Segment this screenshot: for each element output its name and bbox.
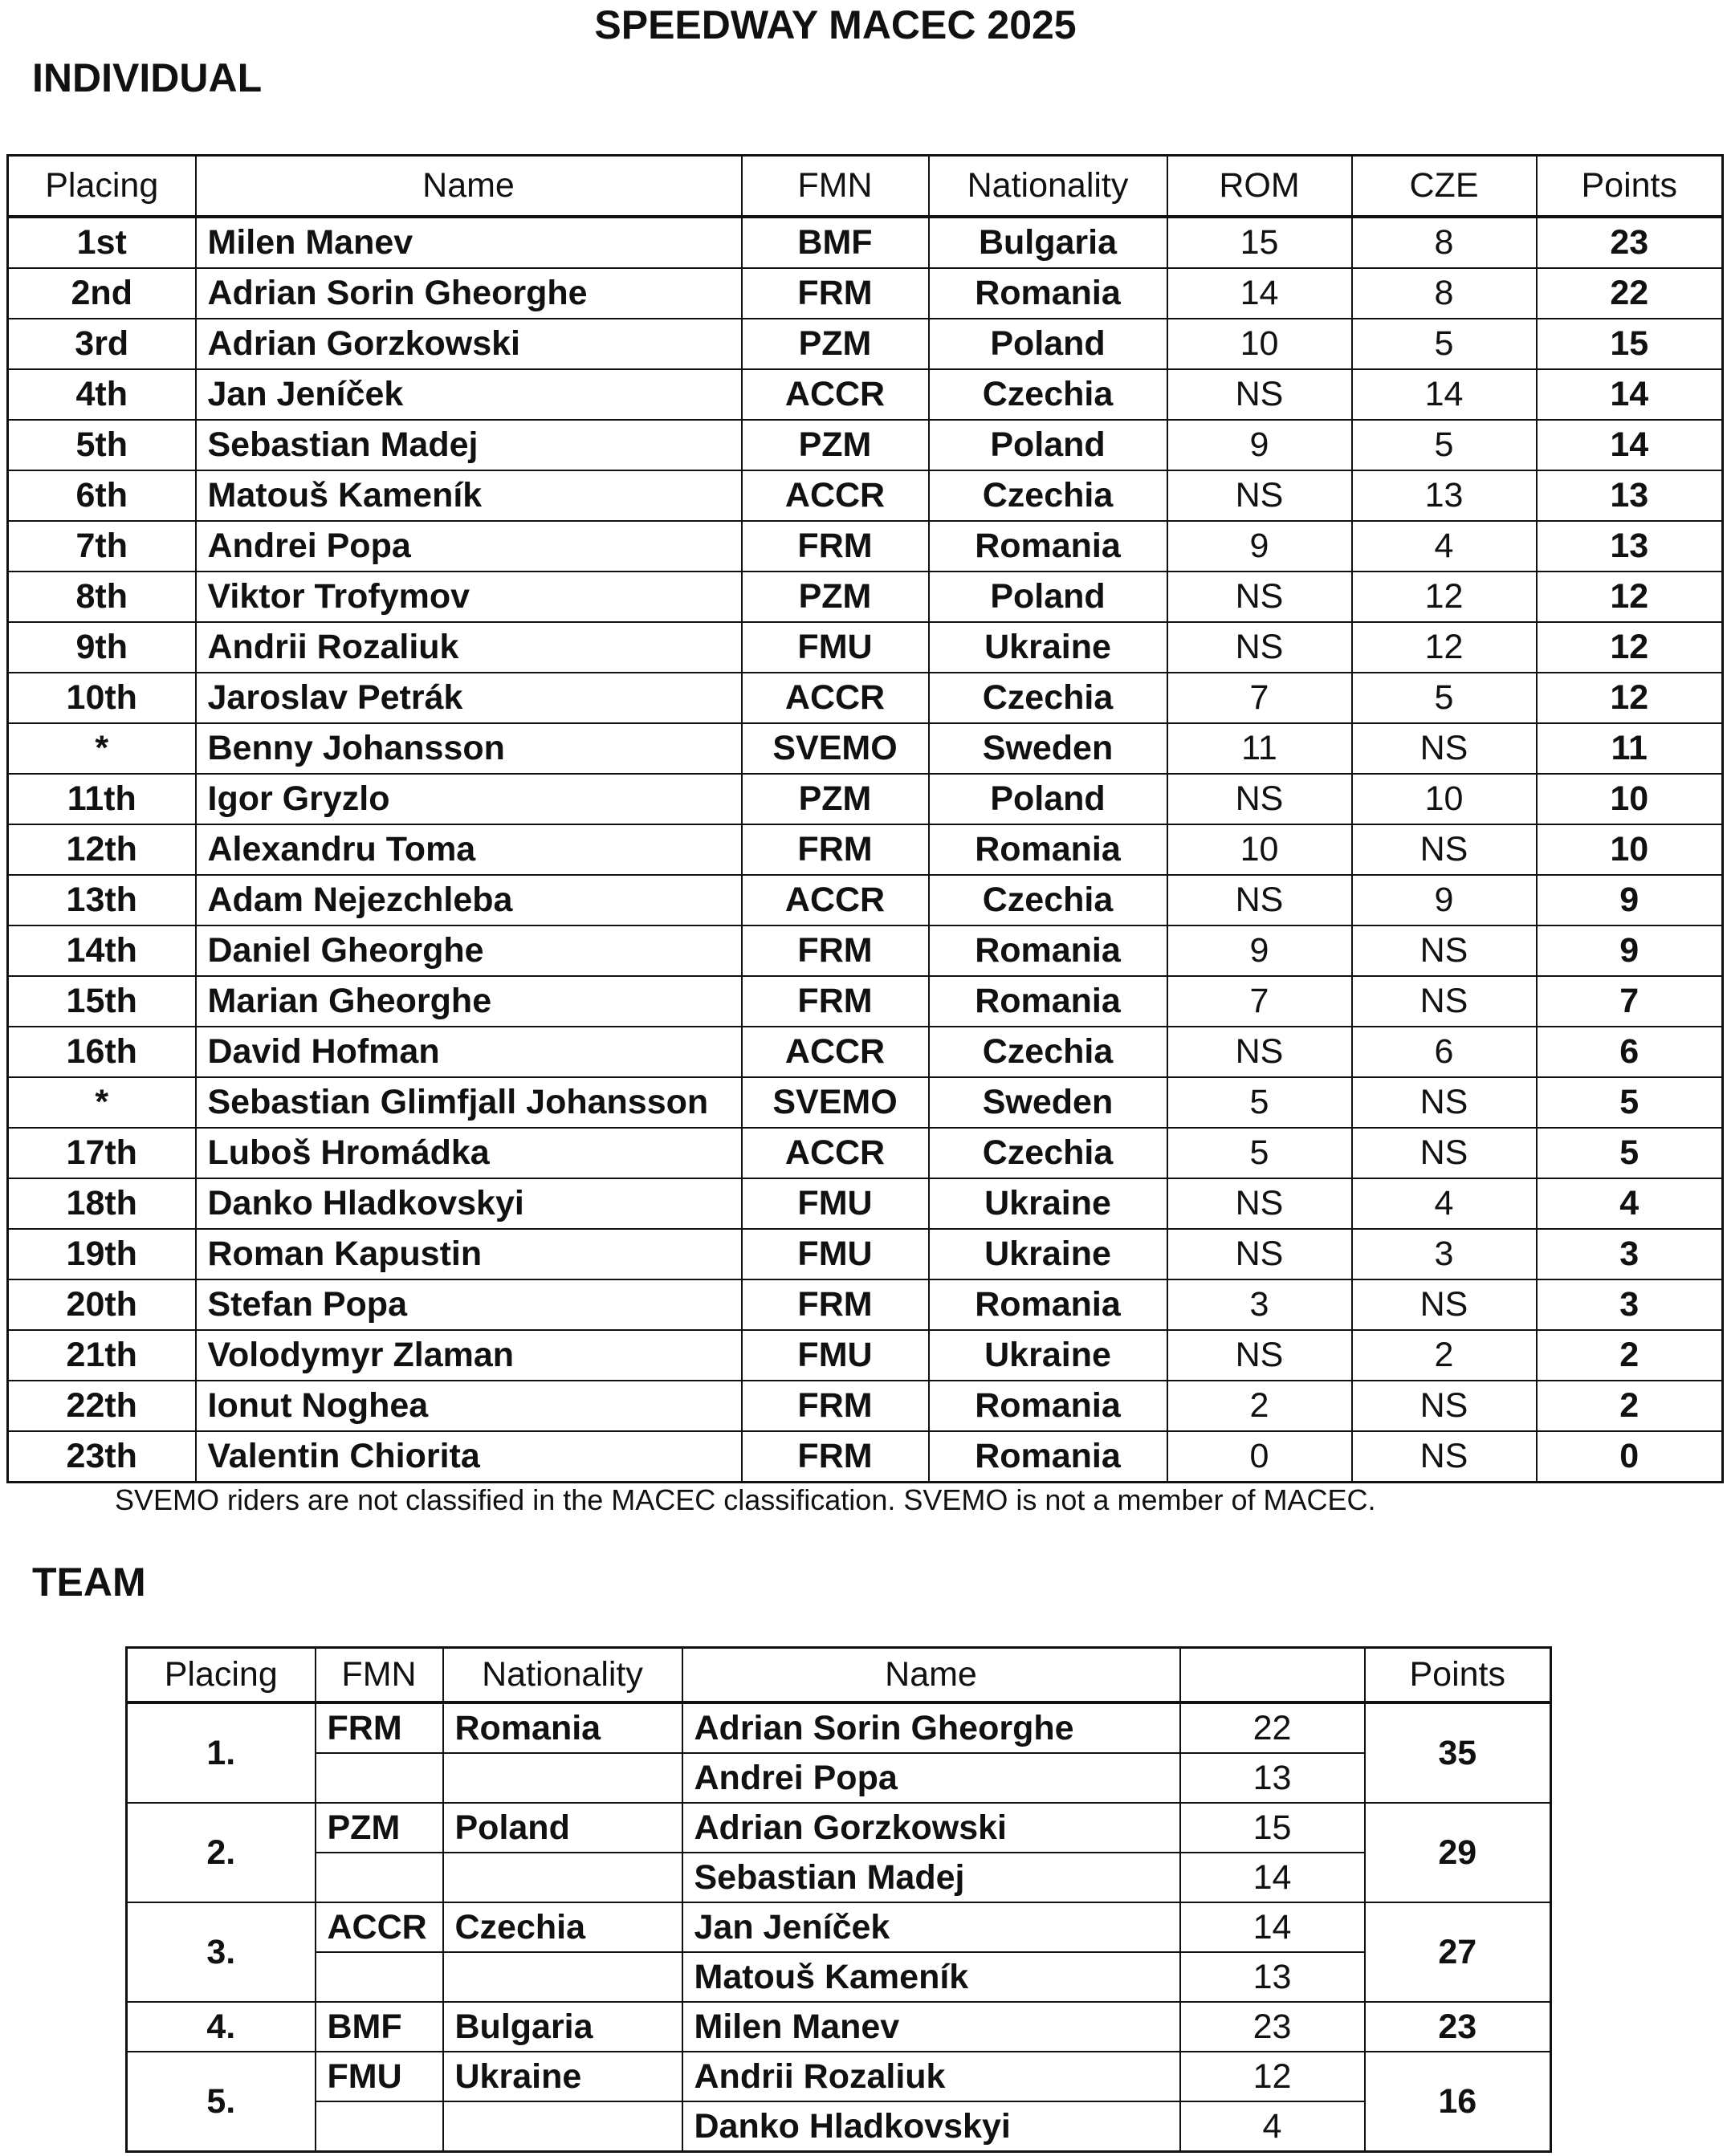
fmn-cell: ACCR <box>742 1128 929 1178</box>
fmn-cell: ACCR <box>742 875 929 925</box>
nationality-cell: Czechia <box>929 369 1167 420</box>
team-rider-points-cell: 22 <box>1180 1702 1365 1753</box>
nationality-cell: Romania <box>929 521 1167 572</box>
fmn-cell: FRM <box>742 925 929 976</box>
rider-name-cell: Jan Jeníček <box>196 369 742 420</box>
cze-cell: 4 <box>1352 521 1537 572</box>
placing-cell: 20th <box>8 1279 196 1330</box>
nationality-cell: Ukraine <box>929 622 1167 673</box>
points-cell: 2 <box>1537 1330 1723 1381</box>
points-cell: 13 <box>1537 470 1723 521</box>
points-cell: 9 <box>1537 875 1723 925</box>
rider-name-cell: Andrii Rozaliuk <box>196 622 742 673</box>
cze-cell: NS <box>1352 723 1537 774</box>
rider-name-cell: Sebastian Glimfjall Johansson <box>196 1077 742 1128</box>
nationality-cell: Poland <box>929 420 1167 470</box>
rider-name-cell: Alexandru Toma <box>196 824 742 875</box>
team-nationality-cell-empty <box>443 1753 682 1803</box>
nationality-cell: Czechia <box>929 1128 1167 1178</box>
team-fmn-cell-empty <box>316 1853 443 1902</box>
team-rider-points-cell: 14 <box>1180 1853 1365 1902</box>
team-rider-name-cell: Adrian Sorin Gheorghe <box>682 1702 1180 1753</box>
team-row <box>127 1753 1551 1803</box>
rider-name-cell: Viktor Trofymov <box>196 572 742 622</box>
cze-cell: 13 <box>1352 470 1537 521</box>
team-row <box>127 2052 1551 2101</box>
points-cell: 10 <box>1537 774 1723 824</box>
team-total-points-cell: 23 <box>1365 2002 1551 2052</box>
table-row <box>8 673 1723 723</box>
team-row <box>127 2002 1551 2052</box>
rider-name-cell: David Hofman <box>196 1027 742 1077</box>
cze-cell: NS <box>1352 1128 1537 1178</box>
rom-cell: NS <box>1167 1178 1352 1229</box>
points-cell: 5 <box>1537 1128 1723 1178</box>
nationality-cell: Romania <box>929 1431 1167 1483</box>
rom-cell: NS <box>1167 369 1352 420</box>
rider-name-cell: Adam Nejezchleba <box>196 875 742 925</box>
rom-cell: 5 <box>1167 1077 1352 1128</box>
nationality-cell: Poland <box>929 572 1167 622</box>
placing-cell: 14th <box>8 925 196 976</box>
placing-cell: 12th <box>8 824 196 875</box>
table-row <box>8 723 1723 774</box>
column-header-cze: CZE <box>1352 156 1537 218</box>
points-cell: 3 <box>1537 1229 1723 1279</box>
team-rider-name-cell: Adrian Gorzkowski <box>682 1803 1180 1853</box>
nationality-cell: Poland <box>929 319 1167 369</box>
table-row <box>8 925 1723 976</box>
rom-cell: NS <box>1167 1027 1352 1077</box>
team-rider-name-cell: Milen Manev <box>682 2002 1180 2052</box>
team-fmn-cell-empty <box>316 1952 443 2002</box>
team-header-row <box>127 1648 1551 1703</box>
fmn-cell: ACCR <box>742 369 929 420</box>
fmn-cell: FMU <box>742 622 929 673</box>
team-nationality-cell: Ukraine <box>443 2052 682 2101</box>
table-row <box>8 1330 1723 1381</box>
individual-heading: INDIVIDUAL <box>32 55 263 100</box>
points-cell: 13 <box>1537 521 1723 572</box>
fmn-cell: ACCR <box>742 1027 929 1077</box>
team-nationality-cell-empty <box>443 1952 682 2002</box>
team-column-header-nationality: Nationality <box>443 1648 682 1703</box>
team-rider-points-cell: 13 <box>1180 1952 1365 2002</box>
nationality-cell: Romania <box>929 1279 1167 1330</box>
team-rider-points-cell: 15 <box>1180 1803 1365 1853</box>
cze-cell: 5 <box>1352 420 1537 470</box>
team-nationality-cell: Poland <box>443 1803 682 1853</box>
nationality-cell: Sweden <box>929 1077 1167 1128</box>
team-fmn-cell: FRM <box>316 1702 443 1753</box>
rom-cell: 15 <box>1167 217 1352 268</box>
nationality-cell: Sweden <box>929 723 1167 774</box>
placing-cell: 22th <box>8 1381 196 1431</box>
placing-cell: 2nd <box>8 268 196 319</box>
points-cell: 10 <box>1537 824 1723 875</box>
fmn-cell: FMU <box>742 1330 929 1381</box>
team-rider-points-cell: 12 <box>1180 2052 1365 2101</box>
points-cell: 9 <box>1537 925 1723 976</box>
team-row <box>127 1902 1551 1952</box>
placing-cell: 23th <box>8 1431 196 1483</box>
team-placing-cell: 1. <box>127 1702 316 1803</box>
rider-name-cell: Daniel Gheorghe <box>196 925 742 976</box>
fmn-cell: FRM <box>742 1431 929 1483</box>
nationality-cell: Bulgaria <box>929 217 1167 268</box>
team-heading: TEAM <box>32 1560 146 1605</box>
rider-name-cell: Matouš Kameník <box>196 470 742 521</box>
points-cell: 6 <box>1537 1027 1723 1077</box>
team-rider-points-cell: 23 <box>1180 2002 1365 2052</box>
points-cell: 23 <box>1537 217 1723 268</box>
team-nationality-cell-empty <box>443 1853 682 1902</box>
rider-name-cell: Luboš Hromádka <box>196 1128 742 1178</box>
cze-cell: NS <box>1352 925 1537 976</box>
nationality-cell: Ukraine <box>929 1229 1167 1279</box>
team-fmn-cell-empty <box>316 1753 443 1803</box>
placing-cell: * <box>8 1077 196 1128</box>
column-header-placing: Placing <box>8 156 196 218</box>
table-row <box>8 369 1723 420</box>
table-row <box>8 976 1723 1027</box>
placing-cell: 21th <box>8 1330 196 1381</box>
table-row <box>8 1178 1723 1229</box>
team-total-points-cell: 35 <box>1365 1702 1551 1803</box>
team-row <box>127 1853 1551 1902</box>
placing-cell: 9th <box>8 622 196 673</box>
rom-cell: NS <box>1167 1229 1352 1279</box>
rom-cell: 5 <box>1167 1128 1352 1178</box>
points-cell: 3 <box>1537 1279 1723 1330</box>
team-total-points-cell: 29 <box>1365 1803 1551 1902</box>
team-fmn-cell: FMU <box>316 2052 443 2101</box>
team-column-header-points: Points <box>1365 1648 1551 1703</box>
rider-name-cell: Danko Hladkovskyi <box>196 1178 742 1229</box>
points-cell: 0 <box>1537 1431 1723 1483</box>
points-cell: 5 <box>1537 1077 1723 1128</box>
rom-cell: NS <box>1167 875 1352 925</box>
rider-name-cell: Andrei Popa <box>196 521 742 572</box>
column-header-name: Name <box>196 156 742 218</box>
rom-cell: NS <box>1167 1330 1352 1381</box>
fmn-cell: PZM <box>742 319 929 369</box>
points-cell: 2 <box>1537 1381 1723 1431</box>
rider-name-cell: Adrian Sorin Gheorghe <box>196 268 742 319</box>
nationality-cell: Romania <box>929 268 1167 319</box>
team-fmn-cell: PZM <box>316 1803 443 1853</box>
nationality-cell: Czechia <box>929 470 1167 521</box>
cze-cell: NS <box>1352 824 1537 875</box>
fmn-cell: ACCR <box>742 673 929 723</box>
team-row <box>127 1803 1551 1853</box>
team-placing-cell: 3. <box>127 1902 316 2002</box>
fmn-cell: FRM <box>742 1381 929 1431</box>
cze-cell: 4 <box>1352 1178 1537 1229</box>
fmn-cell: PZM <box>742 420 929 470</box>
placing-cell: 7th <box>8 521 196 572</box>
placing-cell: 15th <box>8 976 196 1027</box>
nationality-cell: Romania <box>929 976 1167 1027</box>
cze-cell: 10 <box>1352 774 1537 824</box>
placing-cell: 17th <box>8 1128 196 1178</box>
table-row <box>8 622 1723 673</box>
team-row <box>127 2101 1551 2152</box>
rider-name-cell: Valentin Chiorita <box>196 1431 742 1483</box>
team-rider-points-cell: 4 <box>1180 2101 1365 2152</box>
rom-cell: 10 <box>1167 319 1352 369</box>
cze-cell: 12 <box>1352 622 1537 673</box>
rom-cell: NS <box>1167 470 1352 521</box>
individual-results-table <box>6 154 1724 1483</box>
table-row <box>8 1381 1723 1431</box>
individual-table-body <box>8 217 1723 1483</box>
rider-name-cell: Milen Manev <box>196 217 742 268</box>
team-column-header-placing: Placing <box>127 1648 316 1703</box>
rom-cell: 3 <box>1167 1279 1352 1330</box>
rom-cell: 9 <box>1167 521 1352 572</box>
fmn-cell: FRM <box>742 268 929 319</box>
fmn-cell: BMF <box>742 217 929 268</box>
fmn-cell: FRM <box>742 976 929 1027</box>
cze-cell: 14 <box>1352 369 1537 420</box>
rider-name-cell: Sebastian Madej <box>196 420 742 470</box>
column-header-nationality: Nationality <box>929 156 1167 218</box>
team-total-points-cell: 16 <box>1365 2052 1551 2152</box>
placing-cell: 6th <box>8 470 196 521</box>
team-fmn-cell: ACCR <box>316 1902 443 1952</box>
cze-cell: NS <box>1352 976 1537 1027</box>
table-row <box>8 1027 1723 1077</box>
team-nationality-cell-empty <box>443 2101 682 2152</box>
nationality-cell: Czechia <box>929 673 1167 723</box>
team-nationality-cell: Bulgaria <box>443 2002 682 2052</box>
rom-cell: 9 <box>1167 925 1352 976</box>
rider-name-cell: Ionut Noghea <box>196 1381 742 1431</box>
team-table-body <box>127 1702 1551 2152</box>
team-rider-name-cell: Sebastian Madej <box>682 1853 1180 1902</box>
fmn-cell: FRM <box>742 521 929 572</box>
points-cell: 12 <box>1537 622 1723 673</box>
fmn-cell: FMU <box>742 1229 929 1279</box>
placing-cell: 4th <box>8 369 196 420</box>
team-fmn-cell: BMF <box>316 2002 443 2052</box>
rom-cell: 9 <box>1167 420 1352 470</box>
team-column-header-fmn: FMN <box>316 1648 443 1703</box>
points-cell: 11 <box>1537 723 1723 774</box>
team-rider-name-cell: Andrei Popa <box>682 1753 1180 1803</box>
placing-cell: 3rd <box>8 319 196 369</box>
cze-cell: NS <box>1352 1381 1537 1431</box>
table-row <box>8 217 1723 268</box>
team-row <box>127 1952 1551 2002</box>
rider-name-cell: Stefan Popa <box>196 1279 742 1330</box>
cze-cell: NS <box>1352 1431 1537 1483</box>
placing-cell: * <box>8 723 196 774</box>
rom-cell: 7 <box>1167 976 1352 1027</box>
table-row <box>8 1279 1723 1330</box>
table-row <box>8 875 1723 925</box>
column-header-rom: ROM <box>1167 156 1352 218</box>
placing-cell: 10th <box>8 673 196 723</box>
team-placing-cell: 2. <box>127 1803 316 1902</box>
team-placing-cell: 5. <box>127 2052 316 2152</box>
rom-cell: NS <box>1167 774 1352 824</box>
team-rider-name-cell: Andrii Rozaliuk <box>682 2052 1180 2101</box>
svemo-note: SVEMO riders are not classified in the MACEC classification. SVEMO is not a member of MACEC. <box>115 1483 1376 1516</box>
placing-cell: 1st <box>8 217 196 268</box>
cze-cell: NS <box>1352 1279 1537 1330</box>
rider-name-cell: Adrian Gorzkowski <box>196 319 742 369</box>
cze-cell: 5 <box>1352 673 1537 723</box>
rom-cell: 0 <box>1167 1431 1352 1483</box>
nationality-cell: Poland <box>929 774 1167 824</box>
cze-cell: 6 <box>1352 1027 1537 1077</box>
placing-cell: 18th <box>8 1178 196 1229</box>
points-cell: 4 <box>1537 1178 1723 1229</box>
nationality-cell: Ukraine <box>929 1330 1167 1381</box>
placing-cell: 8th <box>8 572 196 622</box>
rider-name-cell: Volodymyr Zlaman <box>196 1330 742 1381</box>
fmn-cell: FRM <box>742 824 929 875</box>
nationality-cell: Ukraine <box>929 1178 1167 1229</box>
rom-cell: NS <box>1167 572 1352 622</box>
table-row <box>8 470 1723 521</box>
rider-name-cell: Igor Gryzlo <box>196 774 742 824</box>
fmn-cell: ACCR <box>742 470 929 521</box>
rom-cell: 11 <box>1167 723 1352 774</box>
fmn-cell: PZM <box>742 572 929 622</box>
team-column-header-name: Name <box>682 1648 1180 1703</box>
team-rider-name-cell: Matouš Kameník <box>682 1952 1180 2002</box>
points-cell: 14 <box>1537 369 1723 420</box>
nationality-cell: Czechia <box>929 875 1167 925</box>
rider-name-cell: Benny Johansson <box>196 723 742 774</box>
team-total-points-cell: 27 <box>1365 1902 1551 2002</box>
cze-cell: 9 <box>1352 875 1537 925</box>
cze-cell: 12 <box>1352 572 1537 622</box>
fmn-cell: FMU <box>742 1178 929 1229</box>
table-row <box>8 1077 1723 1128</box>
fmn-cell: SVEMO <box>742 723 929 774</box>
rider-name-cell: Marian Gheorghe <box>196 976 742 1027</box>
individual-header-row <box>8 156 1723 218</box>
team-rider-name-cell: Danko Hladkovskyi <box>682 2101 1180 2152</box>
page-title: SPEEDWAY MACEC 2025 <box>594 2 1077 47</box>
rom-cell: 10 <box>1167 824 1352 875</box>
cze-cell: 5 <box>1352 319 1537 369</box>
table-row <box>8 774 1723 824</box>
nationality-cell: Romania <box>929 925 1167 976</box>
rom-cell: 7 <box>1167 673 1352 723</box>
placing-cell: 11th <box>8 774 196 824</box>
points-cell: 14 <box>1537 420 1723 470</box>
nationality-cell: Romania <box>929 824 1167 875</box>
rider-name-cell: Jaroslav Petrák <box>196 673 742 723</box>
column-header-points: Points <box>1537 156 1723 218</box>
fmn-cell: FRM <box>742 1279 929 1330</box>
team-rider-points-cell: 13 <box>1180 1753 1365 1803</box>
table-row <box>8 572 1723 622</box>
points-cell: 12 <box>1537 572 1723 622</box>
table-row <box>8 1431 1723 1483</box>
points-cell: 7 <box>1537 976 1723 1027</box>
points-cell: 15 <box>1537 319 1723 369</box>
cze-cell: NS <box>1352 1077 1537 1128</box>
cze-cell: 3 <box>1352 1229 1537 1279</box>
fmn-cell: PZM <box>742 774 929 824</box>
team-rider-points-cell: 14 <box>1180 1902 1365 1952</box>
team-row <box>127 1702 1551 1753</box>
placing-cell: 16th <box>8 1027 196 1077</box>
placing-cell: 5th <box>8 420 196 470</box>
cze-cell: 2 <box>1352 1330 1537 1381</box>
table-row <box>8 268 1723 319</box>
table-row <box>8 420 1723 470</box>
team-placing-cell: 4. <box>127 2002 316 2052</box>
nationality-cell: Romania <box>929 1381 1167 1431</box>
table-row <box>8 319 1723 369</box>
team-column-header-rider-points <box>1180 1648 1365 1703</box>
rider-name-cell: Roman Kapustin <box>196 1229 742 1279</box>
team-nationality-cell: Romania <box>443 1702 682 1753</box>
team-rider-name-cell: Jan Jeníček <box>682 1902 1180 1952</box>
points-cell: 22 <box>1537 268 1723 319</box>
rom-cell: 2 <box>1167 1381 1352 1431</box>
nationality-cell: Czechia <box>929 1027 1167 1077</box>
fmn-cell: SVEMO <box>742 1077 929 1128</box>
cze-cell: 8 <box>1352 268 1537 319</box>
team-results-table <box>125 1646 1552 2153</box>
column-header-fmn: FMN <box>742 156 929 218</box>
team-nationality-cell: Czechia <box>443 1902 682 1952</box>
placing-cell: 13th <box>8 875 196 925</box>
rom-cell: 14 <box>1167 268 1352 319</box>
table-row <box>8 824 1723 875</box>
table-row <box>8 521 1723 572</box>
placing-cell: 19th <box>8 1229 196 1279</box>
table-row <box>8 1229 1723 1279</box>
table-row <box>8 1128 1723 1178</box>
points-cell: 12 <box>1537 673 1723 723</box>
team-fmn-cell-empty <box>316 2101 443 2152</box>
cze-cell: 8 <box>1352 217 1537 268</box>
rom-cell: NS <box>1167 622 1352 673</box>
